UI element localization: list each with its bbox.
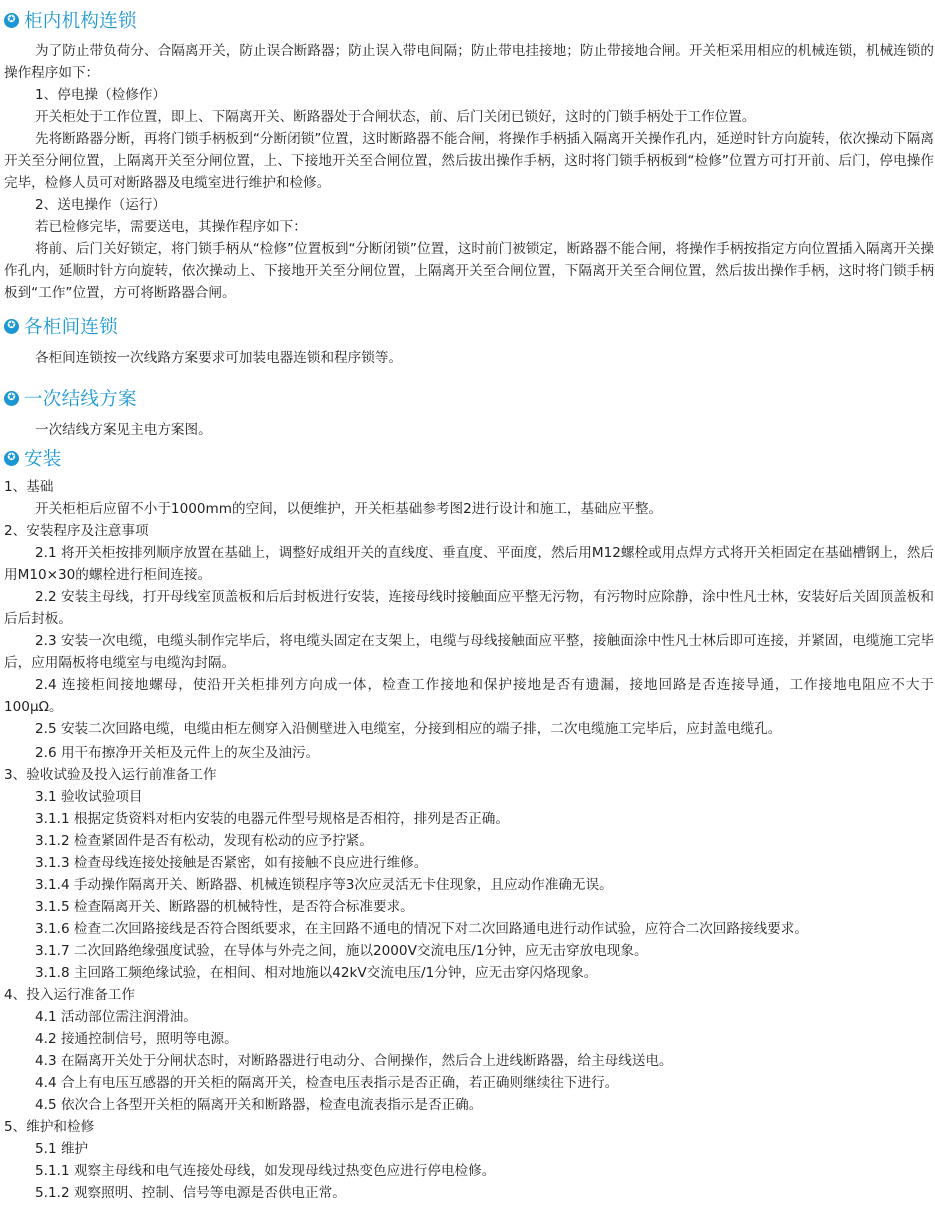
star-circle-icon: ✪ xyxy=(4,391,19,406)
section-title: 各柜间连锁 xyxy=(24,317,119,338)
paragraph: 各柜间连锁按一次线路方案要求可加装电器连锁和程序锁等。 xyxy=(35,350,403,366)
list-item: 3.1 验收试验项目 xyxy=(35,789,143,805)
list-item: 4.5 依次合上各型开关柜的隔离开关和断路器，检查电流表指示是否正确。 xyxy=(35,1097,483,1113)
list-item: 开关柜柜后应留不小于1000mm的空间，以便维护，开关柜基础参考图2进行设计和施工，基础应平整。 xyxy=(35,501,663,517)
paragraph: 将前、后门关好锁定，将门锁手柄从“检修”位置板到“分断闭锁”位置，这时前门被锁定，断路器不能合闸，将操作手柄按指定方向位置插入隔离开关操作孔内，延顺时针方向旋转，依次操动上、下接地开关至分闸位置，上隔离开关至合闸位置，下隔离开关至合闸位置，然后拔出操作手柄，这时将门锁手柄板到“工作”位置，方可将断路器合闸。 xyxy=(4,241,934,301)
list-item: 4.1 活动部位需注润滑油。 xyxy=(35,1009,197,1025)
section-title: 一次结线方案 xyxy=(24,389,137,410)
list-item: 3.1.6 检查二次回路接线是否符合图纸要求，在主回路不通电的情况下对二次回路通电进行动作试验，应符合二次回路接线要求。 xyxy=(35,921,808,937)
list-item: 3.1.4 手动操作隔离开关、断路器、机械连锁程序等3次应灵活无卡住现象，且应动作准确无误。 xyxy=(35,877,613,893)
list-item: 5.1.1 观察主母线和电气连接处母线，如发现母线过热变色应进行停电检修。 xyxy=(35,1163,496,1179)
star-circle-icon: ✪ xyxy=(4,13,19,28)
list-heading: 5、维护和检修 xyxy=(4,1119,95,1135)
list-heading: 2、安装程序及注意事项 xyxy=(4,523,149,539)
section-title: 安装 xyxy=(24,449,62,470)
list-item: 2.3 安装一次电缆，电缆头制作完毕后，将电缆头固定在支架上，电缆与母线接触面应平整，接触面涂中性凡士林后即可连接，并紧固，电缆施工完毕后，应用隔板将电缆室与电缆沟封隔。 xyxy=(4,633,934,671)
paragraph: 若已检修完毕，需要送电，其操作程序如下： xyxy=(35,219,307,235)
list-item: 5.1.2 观察照明、控制、信号等电源是否供电正常。 xyxy=(35,1185,346,1201)
list-item: 4.4 合上有电压互感器的开关柜的隔离开关，检查电压表指示是否正确，若正确则继续往下进行。 xyxy=(35,1075,619,1091)
list-item: 3.1.2 检查紧固件是否有松动，发现有松动的应予拧紧。 xyxy=(35,833,373,849)
list-heading: 3、验收试验及投入运行前准备工作 xyxy=(4,767,217,783)
section-heading-inter-cabinet-interlock xyxy=(4,313,118,339)
list-item: 2.4 连接柜间接地螺母，使沿开关柜排列方向成一体，检查工作接地和保护接地是否有遗漏，接地回路是否连接导通，工作接地电阻应不大于100μΩ。 xyxy=(4,677,934,715)
star-circle-icon: ✪ xyxy=(4,319,19,334)
paragraph: 开关柜处于工作位置，即上、下隔离开关、断路器处于合闸状态，前、后门关闭已锁好，这时的门锁手柄处于工作位置。 xyxy=(35,109,756,125)
section-heading-installation xyxy=(4,445,62,471)
list-item: 4.2 接通控制信号，照明等电源。 xyxy=(35,1031,238,1047)
list-item: 3.1.8 主回路工频绝缘试验，在相间、相对地施以42kV交流电压/1分钟，应无击穿闪烙现象。 xyxy=(35,965,598,981)
list-item: 3.1.7 二次回路绝缘强度试验，在导体与外壳之间，施以2000V交流电压/1分钟，应无击穿放电现象。 xyxy=(35,943,648,959)
list-heading: 1、基础 xyxy=(4,479,54,495)
section-heading-wiring-scheme xyxy=(4,385,137,411)
list-item: 2.5 安装二次回路电缆，电缆由柜左侧穿入沿侧壁进入电缆室，分接到相应的端子排，二次电缆施工完毕后，应封盖电缆孔。 xyxy=(35,721,782,737)
section-title: 柜内机构连锁 xyxy=(24,11,137,32)
list-heading: 4、投入运行准备工作 xyxy=(4,987,135,1003)
list-item: 2.2 安装主母线，打开母线室顶盖板和后后封板进行安装，连接母线时接触面应平整无污物，有污物时应除静，涂中性凡士林，安装好后关固顶盖板和后后封板。 xyxy=(4,589,934,627)
subheading: 1、停电操（检修作） xyxy=(35,87,166,103)
subheading: 2、送电操作（运行） xyxy=(35,197,166,213)
list-item: 2.1 将开关柜按排列顺序放置在基础上，调整好成组开关的直线度、垂直度、平面度，然后用M12螺栓或用点焊方式将开关柜固定在基础槽钢上，然后用M10×30的螺栓进行柜间连接。 xyxy=(4,545,934,583)
section-heading-cabinet-interlock xyxy=(4,7,137,33)
paragraph: 为了防止带负荷分、合隔离开关，防止误合断路器；防止误入带电间隔；防止带电挂接地；防止带接地合闸。开关柜采用相应的机械连锁，机械连锁的操作程序如下： xyxy=(4,43,934,81)
list-item: 5.1 维护 xyxy=(35,1141,89,1157)
list-item: 3.1.1 根据定货资料对柜内安装的电器元件型号规格是否相符，排列是否正确。 xyxy=(35,811,509,827)
list-item: 4.3 在隔离开关处于分闸状态时，对断路器进行电动分、合闸操作，然后合上进线断路器，给主母线送电。 xyxy=(35,1053,673,1069)
paragraph: 一次结线方案见主电方案图。 xyxy=(35,422,212,438)
list-item: 3.1.5 检查隔离开关、断路器的机械特性，是否符合标准要求。 xyxy=(35,899,414,915)
list-item: 2.6 用干布擦净开关柜及元件上的灰尘及油污。 xyxy=(35,745,320,761)
paragraph: 先将断路器分断，再将门锁手柄板到“分断闭锁”位置，这时断路器不能合闸，将操作手柄插入隔离开关操作孔内，延逆时针方向旋转，依次操动下隔离开关至分闸位置，上隔离开关至分闸位置，上、下接地开关至合闸位置，然后拔出操作手柄，这时将门锁手柄板到“检修”位置方可打开前、后门，停电操作完毕，检修人员可对断路器及电缆室进行维护和检修。 xyxy=(4,131,934,191)
list-item: 3.1.3 检查母线连接处接触是否紧密，如有接触不良应进行维修。 xyxy=(35,855,428,871)
star-circle-icon: ✪ xyxy=(4,451,19,466)
